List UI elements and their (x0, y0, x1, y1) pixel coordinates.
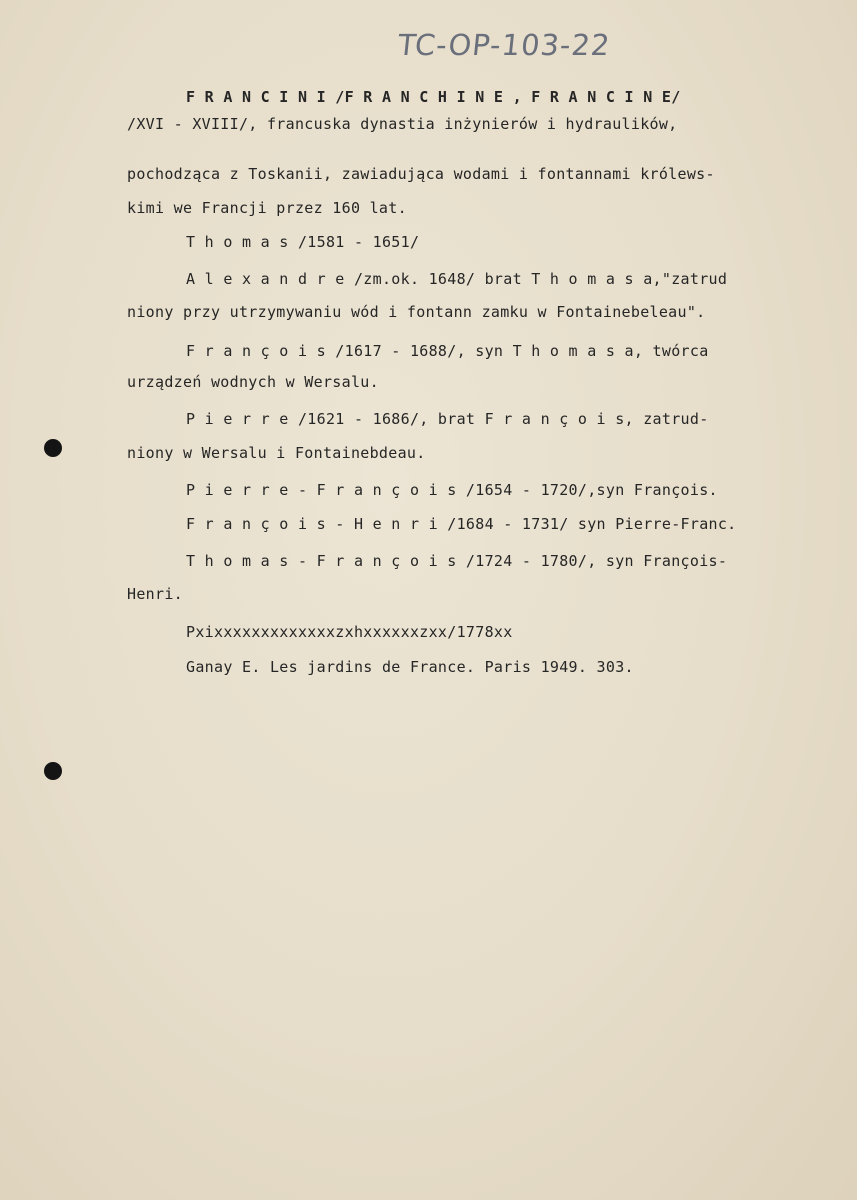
reference-code-handwritten: TC-OP-103-22 (396, 28, 613, 62)
struck-out-line: Pxixxxxxxxxxxxxxzxhxxxxxxzxx/1778xx (186, 623, 513, 641)
text-line: P i e r r e /1621 - 1686/, brat F r a n ç o i s, zatrud- (186, 410, 709, 428)
text-line: Henri. (127, 585, 183, 603)
text-line: kimi we Francji przez 160 lat. (127, 199, 407, 217)
text-line: niony w Wersalu i Fontainebdeau. (127, 444, 426, 462)
entry-heading: F R A N C I N I /F R A N C H I N E , F R A N C I N E/ (186, 88, 681, 106)
punch-hole-lower (44, 762, 62, 780)
text-line: A l e x a n d r e /zm.ok. 1648/ brat T h o m a s a,"zatrud (186, 270, 728, 288)
text-line: pochodząca z Toskanii, zawiadująca wodami i fontannami królews- (127, 165, 715, 183)
text-line: F r a n ç o i s /1617 - 1688/, syn T h o m a s a, twórca (186, 342, 709, 360)
text-line: T h o m a s /1581 - 1651/ (186, 233, 420, 251)
text-line: /XVI - XVIII/, francuska dynastia inżynierów i hydraulików, (127, 115, 678, 133)
text-line: urządzeń wodnych w Wersalu. (127, 373, 379, 391)
text-line: T h o m a s - F r a n ç o i s /1724 - 1780/, syn François- (186, 552, 728, 570)
punch-hole-upper (44, 439, 62, 457)
bibliography-line: Ganay E. Les jardins de France. Paris 1949. 303. (186, 658, 634, 676)
text-line: F r a n ç o i s - H e n r i /1684 - 1731/ syn Pierre-Franc. (186, 515, 737, 533)
text-line: P i e r r e - F r a n ç o i s /1654 - 1720/,syn François. (186, 481, 718, 499)
text-line: niony przy utrzymywaniu wód i fontann zamku w Fontainebeleau". (127, 303, 706, 321)
